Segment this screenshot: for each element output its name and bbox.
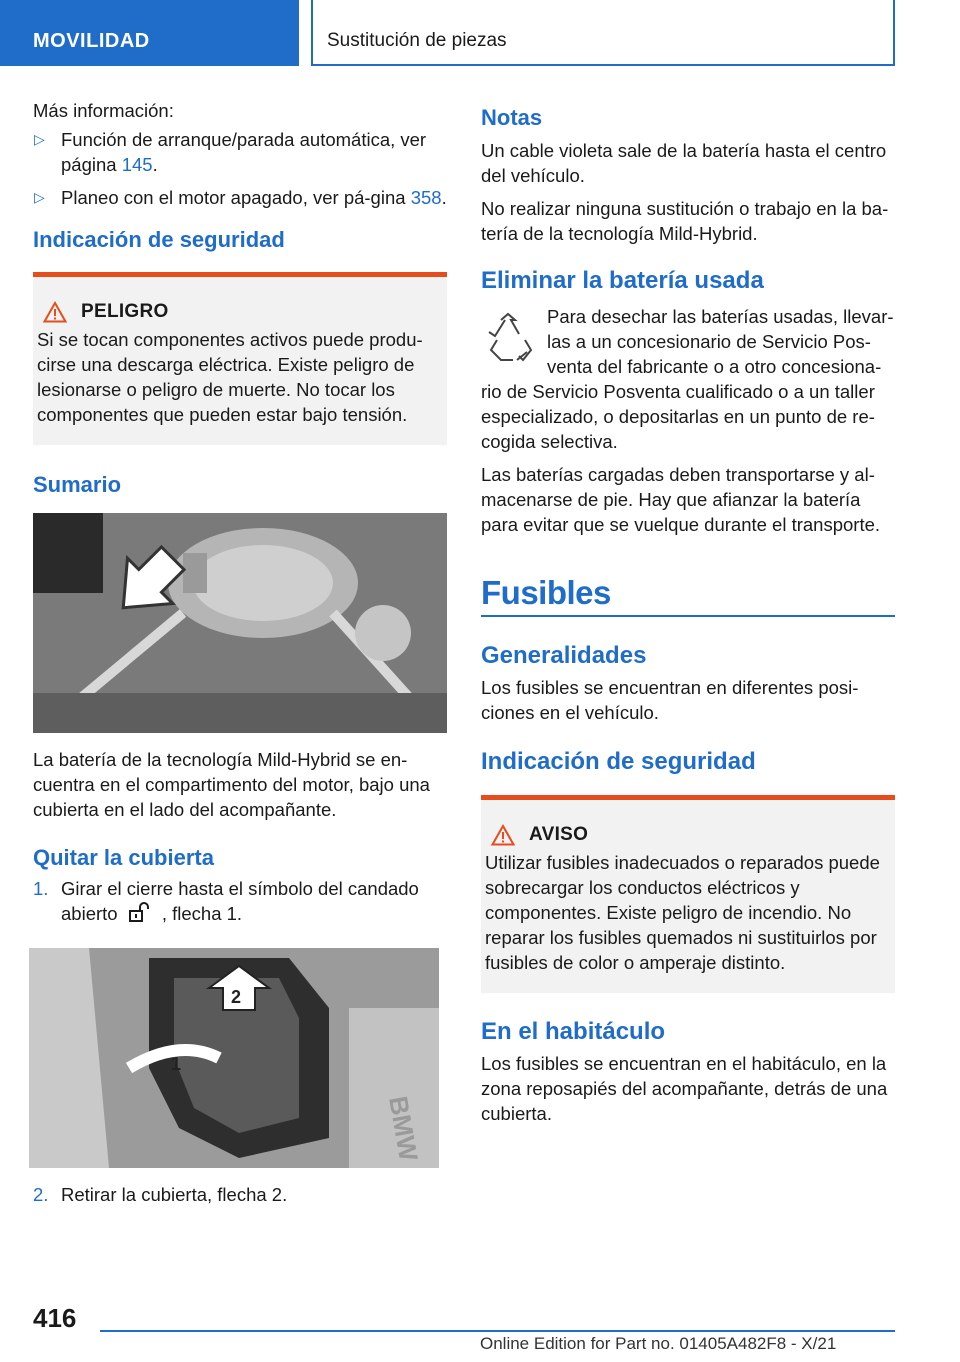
step-item bbox=[33, 1182, 447, 1207]
engine-bay-photo bbox=[33, 513, 447, 733]
footer-divider bbox=[100, 1330, 895, 1332]
danger-title-row bbox=[43, 301, 439, 323]
notes-paragraph-1: Un cable violeta sale de la batería hasta el centro del vehículo. bbox=[481, 140, 887, 186]
general-text: Los fusibles se encuentran en diferentes posi-ciones en el vehículo. bbox=[481, 677, 859, 723]
cover-photo-drawing bbox=[29, 948, 439, 1168]
dispose-block bbox=[481, 304, 895, 454]
recycle-icon bbox=[481, 312, 535, 366]
step-item bbox=[33, 876, 447, 926]
dispose-heading: Eliminar la batería usada bbox=[481, 267, 764, 294]
list-item bbox=[33, 127, 447, 177]
warning-triangle-icon bbox=[491, 824, 515, 846]
triangle-bullet-icon: ▷ bbox=[34, 189, 45, 205]
engine-photo-drawing bbox=[33, 513, 447, 733]
remove-cover-heading: Quitar la cubierta bbox=[33, 845, 214, 870]
list-item bbox=[33, 185, 447, 210]
open-padlock-icon bbox=[127, 901, 153, 923]
notes-heading: Notas bbox=[481, 105, 543, 130]
triangle-bullet-icon: ▷ bbox=[34, 131, 45, 147]
list-item-text: Planeo con el motor apagado, ver pá-gina bbox=[61, 187, 411, 208]
cabin-heading: En el habitáculo bbox=[481, 1018, 666, 1045]
general-heading: Generalidades bbox=[481, 642, 647, 669]
more-info-label: Más información: bbox=[33, 100, 174, 121]
chapter-title: Sustitución de piezas bbox=[327, 30, 507, 51]
notice-box bbox=[481, 795, 895, 993]
photo-label-1: 1 bbox=[171, 1054, 182, 1074]
edition-text: Online Edition for Part no. 01405A482F8 - X/21 bbox=[480, 1334, 837, 1353]
fuses-heading: Fusibles bbox=[481, 574, 611, 611]
warning-triangle-icon bbox=[43, 301, 67, 323]
fuses-safety-heading: Indicación de seguridad bbox=[481, 748, 756, 775]
photo-label-2: 2 bbox=[231, 987, 242, 1007]
danger-title: PELIGRO bbox=[81, 301, 169, 322]
steps-list-2 bbox=[33, 1182, 447, 1207]
dispose-paragraph-1: Para desechar las baterías usadas, llevar-las a un concesionario de Servicio Pos-venta del fabricante o a otro concesiona-rio de Servicio Posventa cualificado o a un taller especializado, o depositarlas en un punto de re-cogida selectiva. bbox=[481, 306, 894, 452]
list-item-suffix: . bbox=[441, 187, 447, 208]
cabin-text: Los fusibles se encuentran en el habitáculo, en la zona reposapiés del acompañante, detrás de una cubierta. bbox=[481, 1053, 888, 1124]
steps-list-1 bbox=[33, 876, 447, 926]
page-number: 416 bbox=[33, 1303, 77, 1333]
list-item-text: Función de arranque/parada automática, ver página bbox=[61, 129, 427, 175]
step-number: 1. bbox=[33, 878, 49, 899]
notice-text: Utilizar fusibles inadecuados o reparados puede sobrecargar los conductos eléctricos y componentes. Existe peligro de incendio. No reparar los fusibles quemados ni sustituirlos por fusibles de color o amperaje distinto. bbox=[485, 852, 880, 973]
section-title: MOVILIDAD bbox=[33, 30, 150, 52]
danger-box bbox=[33, 272, 447, 445]
cover-photo bbox=[29, 948, 439, 1168]
list-item-suffix: . bbox=[152, 154, 158, 175]
page-link[interactable]: 358 bbox=[410, 187, 442, 208]
dispose-paragraph-2: Las baterías cargadas deben transportarse y al-macenarse de pie. Hay que afianzar la batería para evitar que se vuelque durante el transporte. bbox=[481, 464, 881, 535]
notes-paragraph-2: No realizar ninguna sustitución o trabajo en la ba-tería de la tecnología Mild-Hybrid. bbox=[481, 198, 889, 244]
summary-heading: Sumario bbox=[33, 472, 122, 497]
photo-badge: BMW bbox=[383, 1093, 424, 1164]
step-suffix: , flecha 1. bbox=[161, 903, 243, 924]
left-column bbox=[33, 98, 447, 1207]
notice-title-row bbox=[491, 824, 887, 846]
safety-heading: Indicación de seguridad bbox=[33, 227, 285, 252]
fuses-heading-block bbox=[481, 573, 895, 617]
chapter-tab bbox=[311, 0, 895, 66]
notice-title: AVISO bbox=[529, 824, 589, 845]
section-tab bbox=[0, 0, 299, 66]
step-text: Retirar la cubierta, flecha 2. bbox=[61, 1184, 288, 1205]
page-link[interactable]: 145 bbox=[121, 154, 153, 175]
right-column bbox=[481, 104, 895, 1126]
danger-text: Si se tocan componentes activos puede produ-cirse una descarga eléctrica. Existe peligro de lesionarse o peligro de muerte. No tocar los componentes que pueden estar bajo tensión. bbox=[37, 329, 423, 425]
summary-text: La batería de la tecnología Mild-Hybrid se en-cuentra en el compartimento del motor, bajo una cubierta en el lado del acompañante. bbox=[33, 749, 430, 820]
step-number: 2. bbox=[33, 1184, 49, 1205]
more-info-list bbox=[33, 127, 447, 210]
step-text: Girar el cierre hasta el símbolo del candado abierto bbox=[61, 878, 419, 924]
